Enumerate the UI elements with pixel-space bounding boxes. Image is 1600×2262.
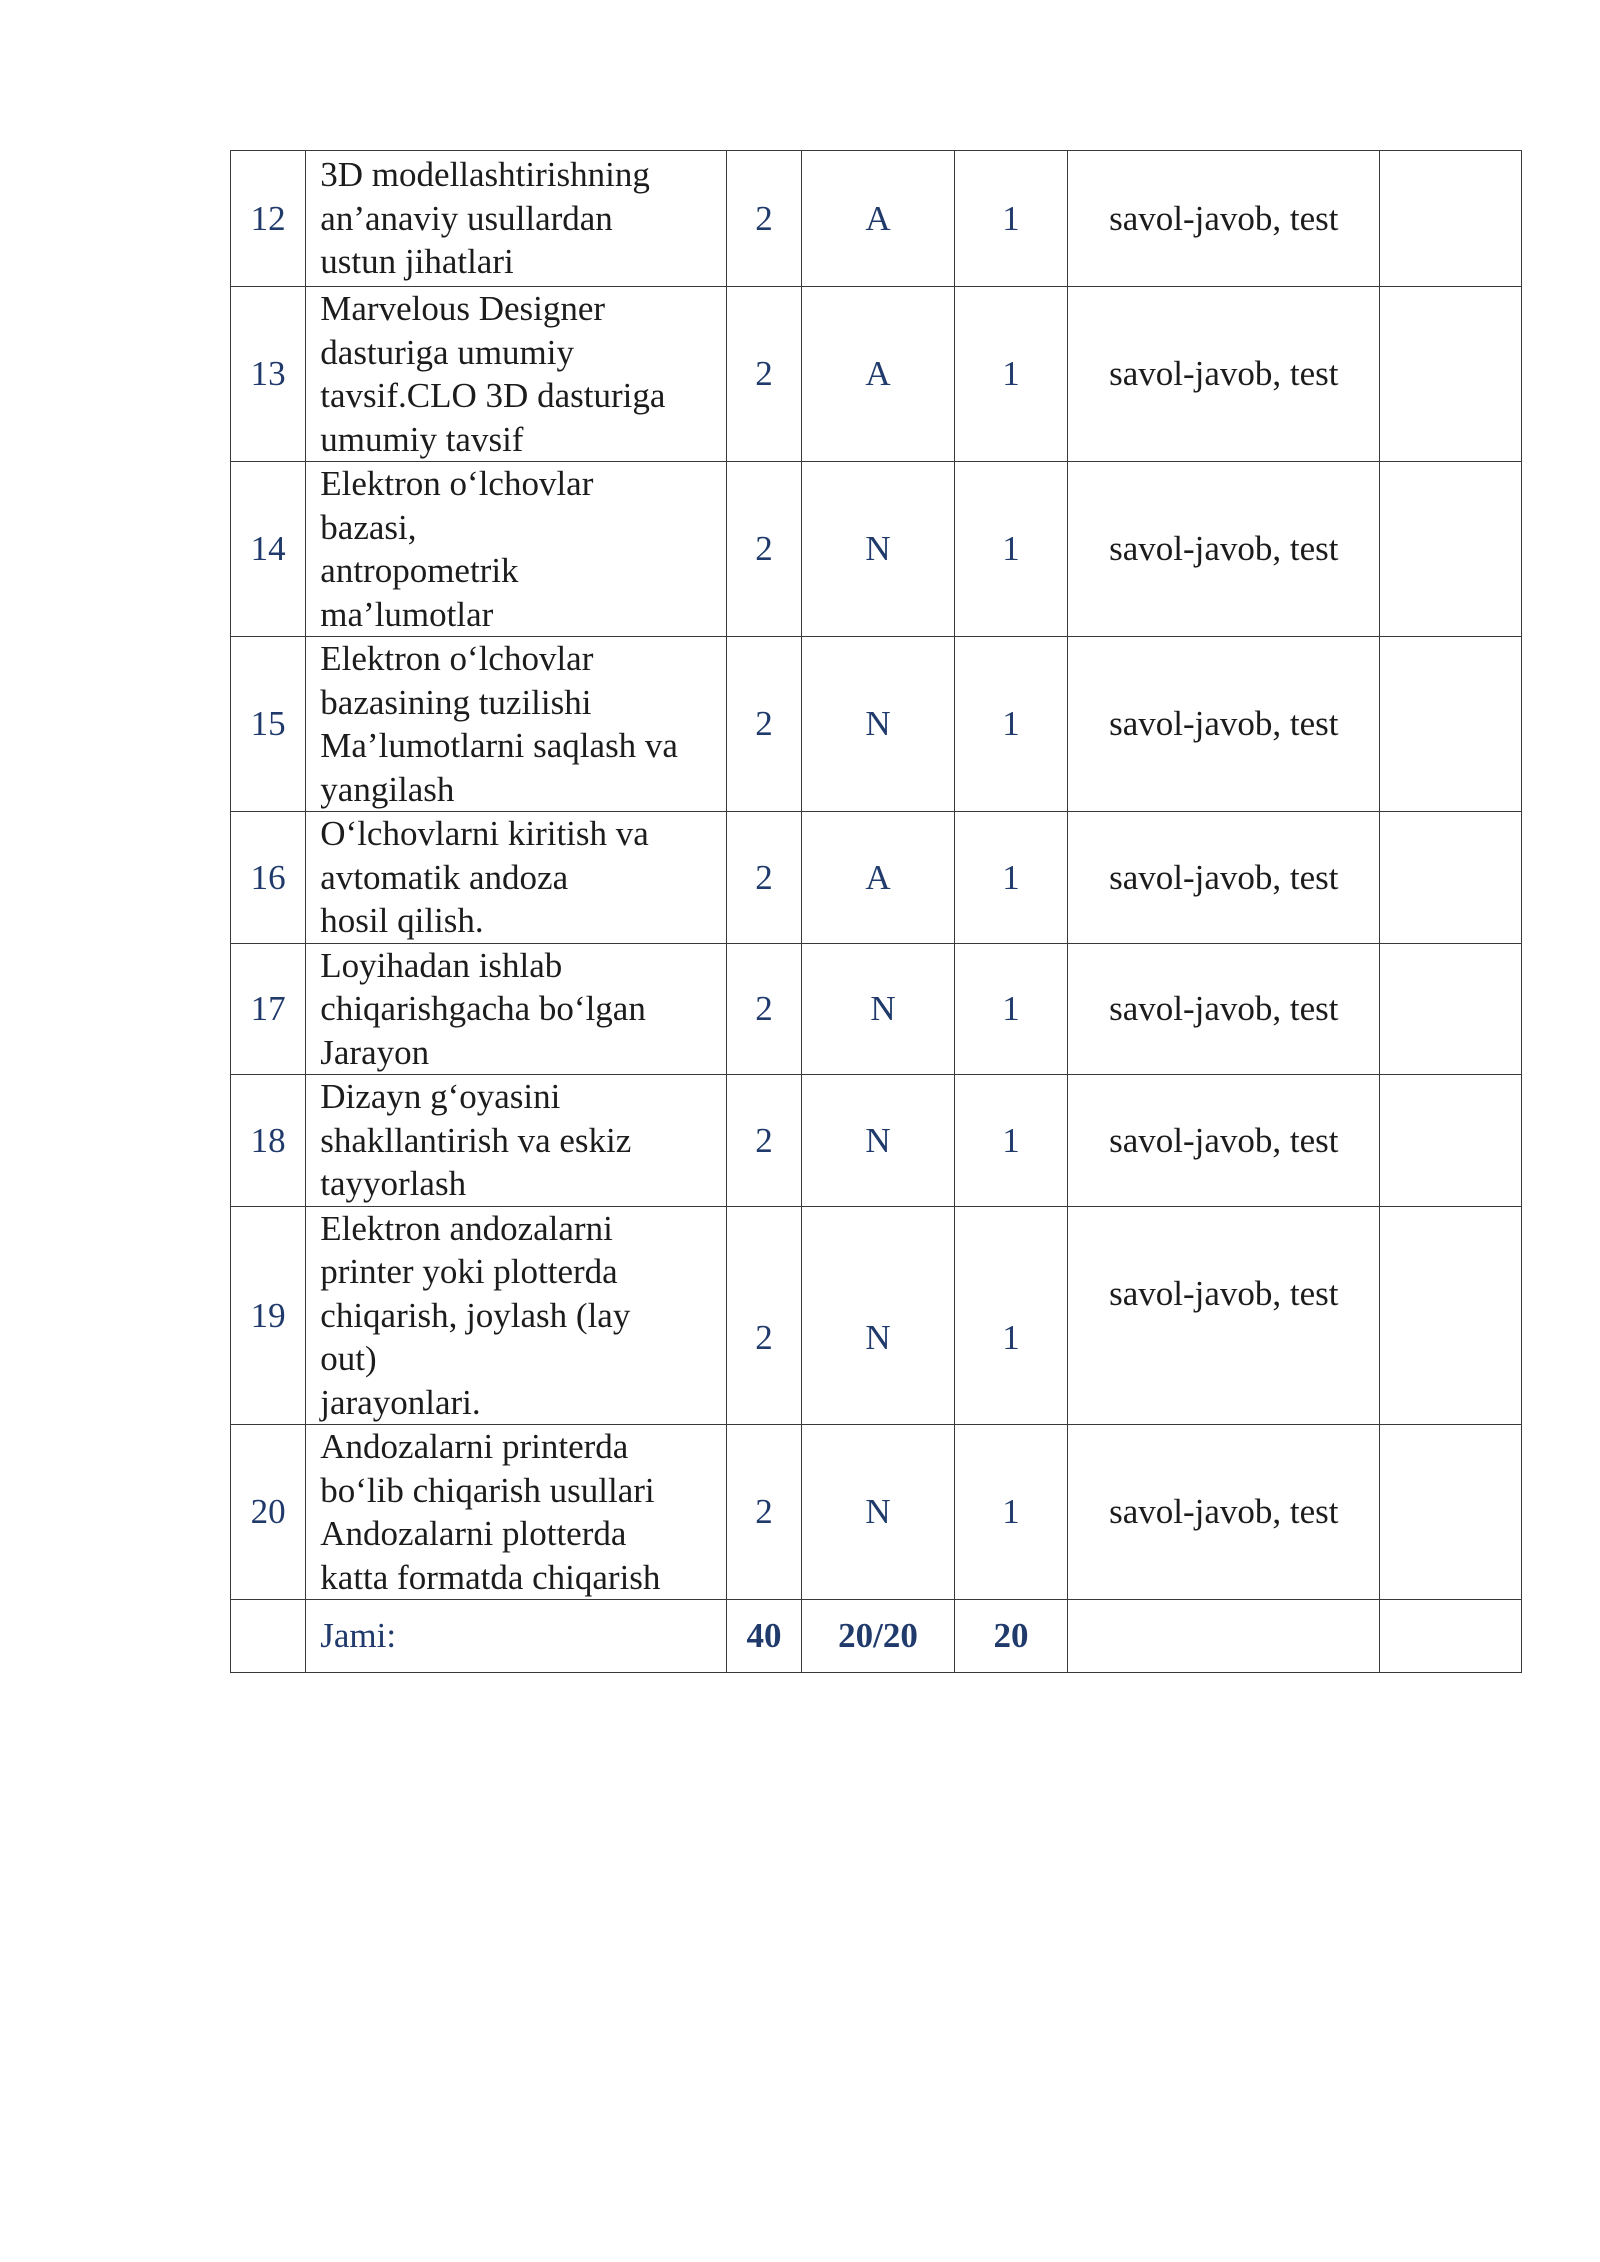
control-value: savol-javob, test (1109, 989, 1339, 1028)
topic-line: O‘lchovlarni kiritish va (320, 814, 649, 853)
row-score (954, 1206, 1067, 1425)
row-score (954, 637, 1067, 812)
row-type (802, 1206, 955, 1425)
row-type (802, 943, 955, 1075)
row-score (954, 1075, 1067, 1207)
row-type (802, 287, 955, 462)
row-extra (1380, 287, 1522, 462)
table-row (231, 1075, 1522, 1207)
topic-line: Andozalarni printerda (320, 1427, 629, 1466)
score-value: 1 (1002, 198, 1020, 238)
control-value: savol-javob, test (1109, 857, 1339, 897)
table-row (231, 1206, 1522, 1425)
score-value: 1 (1002, 857, 1020, 897)
row-control (1068, 943, 1380, 1075)
topic-line: ma’lumotlar (320, 594, 494, 634)
row-type (802, 1425, 955, 1600)
hours-value: 2 (755, 1317, 773, 1357)
row-extra (1380, 462, 1522, 637)
row-number: 16 (231, 812, 306, 944)
topic-line: chiqarishgacha bo‘lgan (320, 989, 646, 1028)
total-label: Jami: (306, 1600, 727, 1673)
total-type: 20/20 (802, 1600, 955, 1673)
type-value: N (865, 1317, 891, 1357)
hours-value: 2 (755, 529, 773, 569)
table-row (231, 637, 1522, 812)
type-value: A (865, 857, 891, 897)
topic-line: Elektron o‘lchovlar (320, 464, 594, 503)
type-value: N (865, 529, 891, 569)
row-type (802, 151, 955, 287)
hours-value: 2 (755, 857, 773, 897)
table-row (231, 1425, 1522, 1600)
topic-line: hosil qilish. (320, 901, 484, 940)
row-control (1068, 1425, 1380, 1600)
row-score (954, 1425, 1067, 1600)
row-control (1068, 287, 1380, 462)
topic-line: Marvelous Designer (320, 289, 606, 328)
row-type (802, 462, 955, 637)
type-value: N (865, 1120, 891, 1160)
hours-value: 2 (755, 989, 773, 1028)
row-hours (726, 1206, 801, 1425)
row-extra (1380, 151, 1522, 287)
row-control (1068, 637, 1380, 812)
type-value: A (865, 198, 891, 238)
total-extra (1380, 1600, 1522, 1673)
table-row (231, 812, 1522, 944)
row-number: 18 (231, 1075, 306, 1207)
row-number: 19 (231, 1206, 306, 1425)
row-topic (306, 151, 727, 287)
topic-line: avtomatik andoza (320, 857, 569, 897)
topic-line: shakllantirish va eskiz (320, 1120, 632, 1160)
total-number (231, 1600, 306, 1673)
row-number: 13 (231, 287, 306, 462)
control-value: savol-javob, test (1109, 354, 1339, 394)
type-value: N (865, 1492, 891, 1532)
row-control (1068, 151, 1380, 287)
row-extra (1380, 1425, 1522, 1600)
topic-line: bazasi, (320, 507, 417, 547)
row-number: 17 (231, 943, 306, 1075)
score-value: 1 (1002, 1120, 1020, 1160)
control-value: savol-javob, test (1109, 198, 1339, 238)
row-topic (306, 1075, 727, 1207)
hours-value: 2 (755, 1492, 773, 1532)
type-value: N (870, 989, 896, 1028)
table-row (231, 151, 1522, 287)
row-hours (726, 151, 801, 287)
row-extra (1380, 637, 1522, 812)
row-number: 15 (231, 637, 306, 812)
topic-line: Jarayon (320, 1032, 430, 1072)
control-value: savol-javob, test (1109, 1120, 1339, 1160)
total-row (231, 1600, 1522, 1673)
row-number: 14 (231, 462, 306, 637)
row-topic (306, 812, 727, 944)
row-topic (306, 1206, 727, 1425)
topic-line: Loyihadan ishlab (320, 945, 563, 985)
lesson-plan-table (230, 150, 1522, 1673)
topic-line: umumiy tavsif (320, 419, 524, 459)
row-extra (1380, 1075, 1522, 1207)
score-value: 1 (1002, 989, 1020, 1028)
type-value: A (865, 354, 891, 394)
row-number: 12 (231, 151, 306, 287)
table-row (231, 462, 1522, 637)
row-number: 20 (231, 1425, 306, 1600)
control-value: savol-javob, test (1109, 1273, 1339, 1313)
row-topic (306, 637, 727, 812)
row-extra (1380, 943, 1522, 1075)
topic-line: chiqarish, joylash (lay (320, 1295, 631, 1335)
row-extra (1380, 812, 1522, 944)
row-score (954, 151, 1067, 287)
hours-value: 2 (755, 354, 773, 394)
score-value: 1 (1002, 704, 1020, 744)
row-extra (1380, 1206, 1522, 1425)
row-hours (726, 637, 801, 812)
table-body (231, 151, 1522, 1673)
row-control (1068, 1206, 1380, 1425)
topic-line: jarayonlari. (320, 1382, 481, 1422)
topic-line: ustun jihatlari (320, 242, 514, 282)
topic-line: Ma’lumotlarni saqlash va (320, 726, 678, 765)
row-control (1068, 1075, 1380, 1207)
topic-line: an’anaviy usullardan (320, 198, 613, 238)
type-value: N (865, 704, 891, 744)
total-score: 20 (954, 1600, 1067, 1673)
row-type (802, 1075, 955, 1207)
topic-line: Elektron andozalarni (320, 1208, 613, 1248)
table-row (231, 943, 1522, 1075)
hours-value: 2 (755, 198, 773, 238)
row-topic (306, 287, 727, 462)
topic-line: Dizayn g‘oyasini (320, 1077, 561, 1116)
row-hours (726, 1075, 801, 1207)
topic-line: Elektron o‘lchovlar (320, 639, 594, 678)
row-control (1068, 812, 1380, 944)
total-hours: 40 (726, 1600, 801, 1673)
row-score (954, 287, 1067, 462)
control-value: savol-javob, test (1109, 1492, 1339, 1532)
topic-line: bo‘lib chiqarish usullari (320, 1470, 655, 1510)
row-hours (726, 943, 801, 1075)
score-value: 1 (1002, 529, 1020, 569)
row-type (802, 812, 955, 944)
topic-line: printer yoki plotterda (320, 1252, 618, 1291)
topic-line: yangilash (320, 769, 455, 809)
row-hours (726, 812, 801, 944)
score-value: 1 (1002, 1492, 1020, 1532)
row-topic (306, 462, 727, 637)
hours-value: 2 (755, 704, 773, 744)
score-value: 1 (1002, 354, 1020, 394)
topic-line: out) (320, 1339, 377, 1378)
row-hours (726, 287, 801, 462)
topic-line: antropometrik (320, 551, 519, 590)
row-hours (726, 1425, 801, 1600)
topic-line: bazasining tuzilishi (320, 682, 592, 722)
row-control (1068, 462, 1380, 637)
topic-line: 3D modellashtirishning (320, 155, 650, 195)
topic-line: dasturiga umumiy (320, 332, 574, 372)
total-control (1068, 1600, 1380, 1673)
row-score (954, 812, 1067, 944)
hours-value: 2 (755, 1120, 773, 1160)
topic-line: tavsif.CLO 3D dasturiga (320, 376, 666, 415)
row-score (954, 462, 1067, 637)
row-hours (726, 462, 801, 637)
topic-line: tayyorlash (320, 1164, 467, 1203)
row-topic (306, 943, 727, 1075)
row-type (802, 637, 955, 812)
topic-line: katta formatda chiqarish (320, 1557, 661, 1597)
row-topic (306, 1425, 727, 1600)
score-value: 1 (1002, 1317, 1020, 1357)
control-value: savol-javob, test (1109, 529, 1339, 569)
topic-line: Andozalarni plotterda (320, 1514, 627, 1553)
table-row (231, 287, 1522, 462)
control-value: savol-javob, test (1109, 704, 1339, 744)
row-score (954, 943, 1067, 1075)
